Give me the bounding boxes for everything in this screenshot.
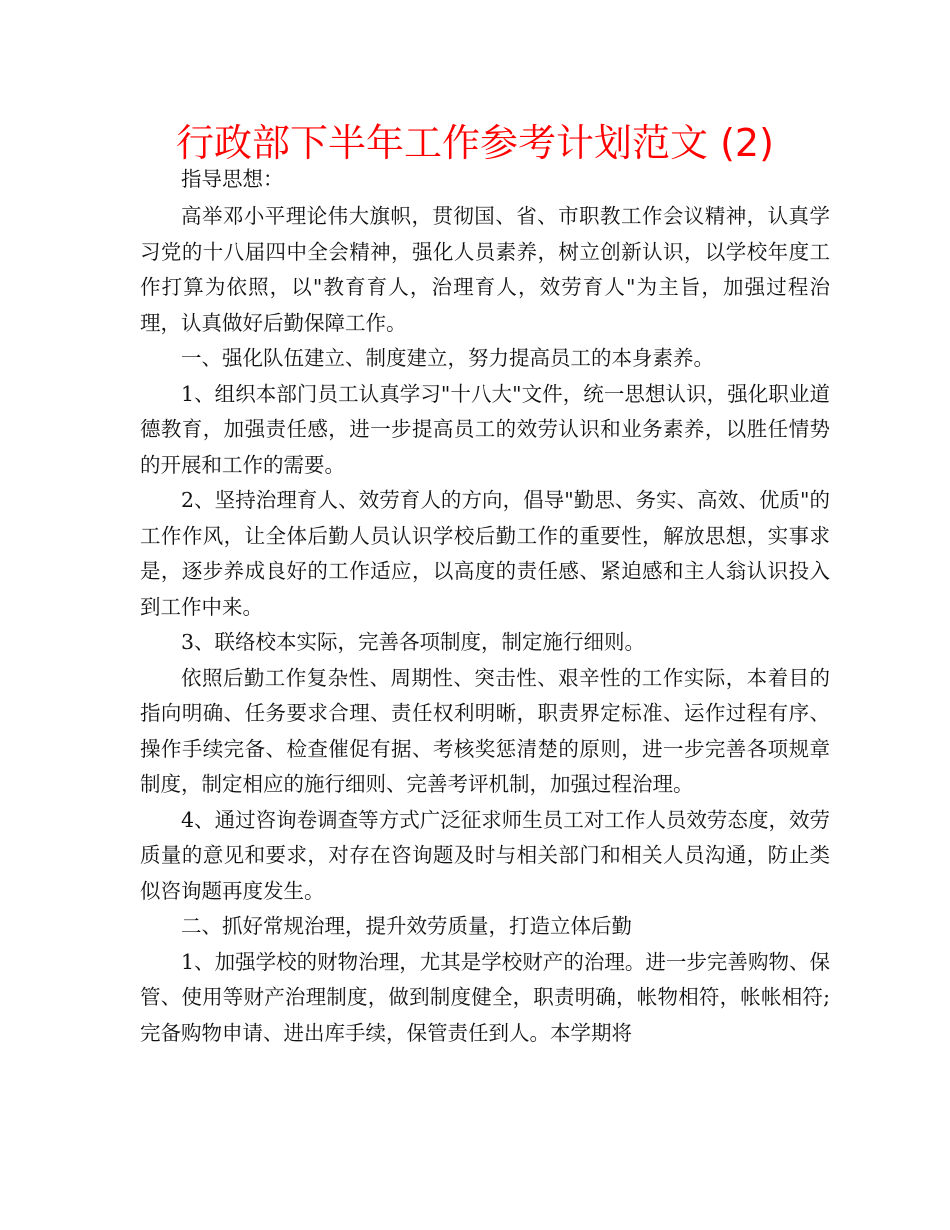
document-body [140, 164, 830, 1051]
section-heading-1: 一、强化队伍建立、制度建立，努力提高员工的本身素养。 [181, 346, 714, 370]
paragraph-item-1-2: 2、坚持治理育人、效劳育人的方向，倡导"勤思、务实、高效、优质"的工作作风，让全体后勤人员认识学校后勤工作的重要性，解放思想，实事求是，逐步养成良好的工作适应，以高度的责任感、紧迫感和主人翁认识投入到工作中来。 [140, 488, 830, 619]
paragraph-item-1-4: 4、通过咨询卷调查等方式广泛征求师生员工对工作人员效劳态度，效劳质量的意见和要求，对存在咨询题及时与相关部门和相关人员沟通，防止类似咨询题再度发生。 [140, 807, 830, 903]
document-title: 行政部下半年工作参考计划范文 (2) [176, 121, 774, 165]
paragraph-guiding-ideology: 指导思想： [181, 167, 284, 191]
section-heading-2: 二、抓好常规治理，提升效劳质量，打造立体后勤 [181, 914, 632, 938]
paragraph-guiding-content: 高举邓小平理论伟大旗帜，贯彻国、省、市职教工作会议精神，认真学习党的十八届四中全会精神，强化人员素养，树立创新认识，以学校年度工作打算为依照，以"教育育人，治理育人，效劳育人"为主旨，加强过程治理，认真做好后勤保障工作。 [140, 204, 830, 335]
paragraph-item-1-3: 3、联络校本实际，完善各项制度，制定施行细则。 [181, 630, 646, 654]
paragraph-item-1-3-detail: 依照后勤工作复杂性、周期性、突击性、艰辛性的工作实际，本着目的指向明确、任务要求合理、责任权利明晰，职责界定标准、运作过程有序、操作手续完备、检查催促有据、考核奖惩清楚的原则，进一步完善各项规章制度，制定相应的施行细则、完善考评机制，加强过程治理。 [140, 665, 830, 796]
paragraph-item-1-1: 1、组织本部门员工认真学习"十八大"文件，统一思想认识，强化职业道德教育，加强责任感，进一步提高员工的效劳认识和业务素养，以胜任情势的开展和工作的需要。 [140, 381, 830, 477]
paragraph-item-2-1: 1、加强学校的财物治理，尤其是学校财产的治理。进一步完善购物、保管、使用等财产治理制度，做到制度健全，职责明确，帐物相符，帐帐相符;完备购物申请、进出库手续，保管责任到人。本学期将 [140, 949, 830, 1045]
